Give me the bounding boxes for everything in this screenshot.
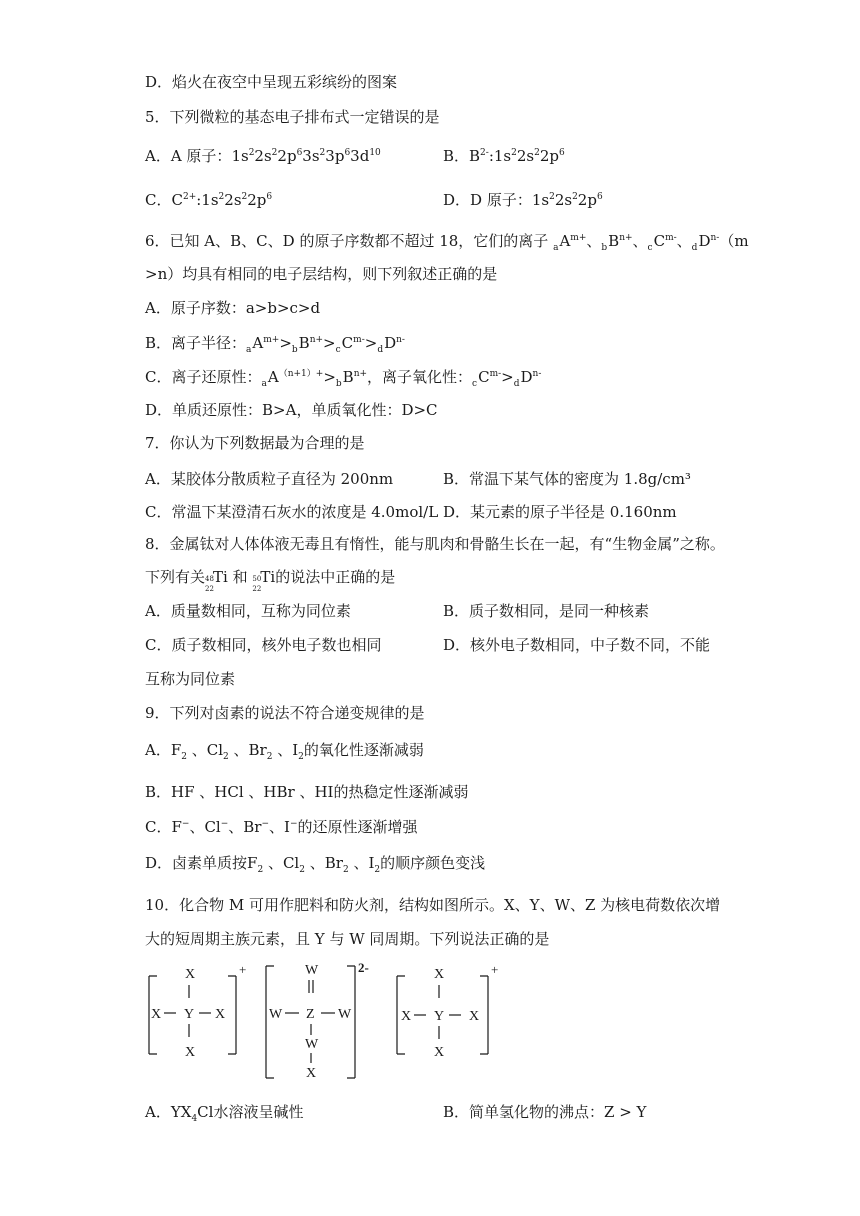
question-6-line2: >n）均具有相同的电子层结构，则下列叙述正确的是 [145,265,498,283]
q7-option-d: D．某元素的原子半径是 0.160nm [443,503,677,521]
q8-option-a: A．质量数相同，互称为同位素 [145,602,351,620]
q9-option-c: C．F−、Cl−、Br−、I−的还原性逐渐增强 [145,818,418,836]
atom-x: X [401,1009,412,1024]
cation-right [397,962,498,1060]
q8-option-b: B．质子数相同，是同一种核素 [443,602,650,620]
q8-option-d-continued: 互称为同位素 [145,670,236,688]
atom-x: X [306,1066,317,1081]
atom-x: X [469,1009,480,1024]
q4-option-d: D．焰火在夜空中呈现五彩缤纷的图案 [145,73,398,91]
q6-option-d: D．单质还原性：B>A，单质氧化性：D>C [145,401,438,419]
atom-x: X [151,1007,162,1022]
q6-option-c: C．离子还原性：$_aA^{(n+1)+}>_bB^{n+}$，离子氧化性：$_cC^{m-}>_dD^{n-}$ [145,368,542,389]
question-5: 5．下列微粒的基态电子排布式一定错误的是 [145,108,440,126]
question-7: 7．你认为下列数据最为合理的是 [145,434,365,452]
atom-z: Z [306,1007,315,1022]
q5-option-c: C．$C^{2+}:1s^22s^22p^6$ [145,191,273,209]
q10-option-b: B．简单氢化物的沸点：Z > Y [443,1103,647,1121]
atom-x: X [185,967,196,982]
q7-option-b: B．常温下某气体的密度为 1.8g/cm³ [443,470,691,488]
question-10-line2: 大的短周期主族元素，且 Y 与 W 同周期。下列说法正确的是 [145,930,550,948]
q7-option-c: C．常温下某澄清石灰水的浓度是 4.0mol/L [145,503,439,521]
cation-left [149,962,246,1060]
anion-center [266,960,369,1081]
q9-option-a: A．$F_2$ 、$Cl_2$ 、$Br_2$ 、$I_2$的氧化性逐渐减弱 [145,741,424,762]
q6-option-b: B．离子半径：$_aA^{m+}>_bB^{n+}>_cC^{m-}>_dD^{n-}$ [145,334,405,355]
atom-w: W [269,1007,283,1022]
atom-x: X [434,1045,445,1060]
charge-2minus: 2- [358,960,369,975]
question-10-line1: 10．化合物 M 可用作肥料和防火剂，结构如图所示。X、Y、W、Z 为核电荷数依次增 [145,896,721,914]
q7-option-a: A．某胶体分散质粒子直径为 200nm [145,470,394,488]
question-6-line1: 6．已知 A、B、C、D 的原子序数都不超过 18，它们的离子 $_aA^{m+}$、$_bB^{n+}$、$_cC^{m-}$、$_dD^{n-}(m$ [145,232,749,253]
question-8-line2: 下列有关 48 22 Ti 和 50 22 Ti的说法中正确的是 [145,568,396,593]
atom-y: Y [434,1009,445,1024]
atom-x: X [215,1007,226,1022]
atom-w: W [305,963,319,978]
q8-option-c: C．质子数相同，核外电子数也相同 [145,636,382,654]
q6-option-a: A．原子序数：a>b>c>d [145,299,321,317]
compound-m-structure [143,958,663,1088]
atom-x: X [185,1045,196,1060]
charge-plus: + [491,962,499,977]
q8-option-d: D．核外电子数相同，中子数不同，不能 [443,636,711,654]
atom-w: W [338,1007,352,1022]
q9-option-d: D．卤素单质按$F_2$ 、$Cl_2$ 、$Br_2$ 、$I_2$的顺序颜色变浅 [145,854,486,875]
question-8-line1: 8．金属钛对人体体液无毒且有惰性，能与肌肉和骨骼生长在一起，有“生物金属”之称。 [145,535,725,553]
q10-option-a: A．$YX_4Cl$水溶液呈碱性 [145,1103,304,1124]
question-9: 9．下列对卤素的说法不符合递变规律的是 [145,704,425,722]
atom-y: Y [184,1007,195,1022]
q5-option-d: D．D 原子：$1s^22s^22p^6$ [443,191,603,209]
q5-option-a: A．A 原子：$1s^22s^22p^63s^23p^63d^{10}$ [145,147,381,165]
atom-w: W [305,1037,319,1052]
charge-plus: + [239,962,247,977]
atom-x: X [434,967,445,982]
q5-option-b: B．$B^{2-}:1s^22s^22p^6$ [443,147,565,165]
q9-option-b: B．HF 、HCl 、HBr 、HI的热稳定性逐渐减弱 [145,783,469,801]
